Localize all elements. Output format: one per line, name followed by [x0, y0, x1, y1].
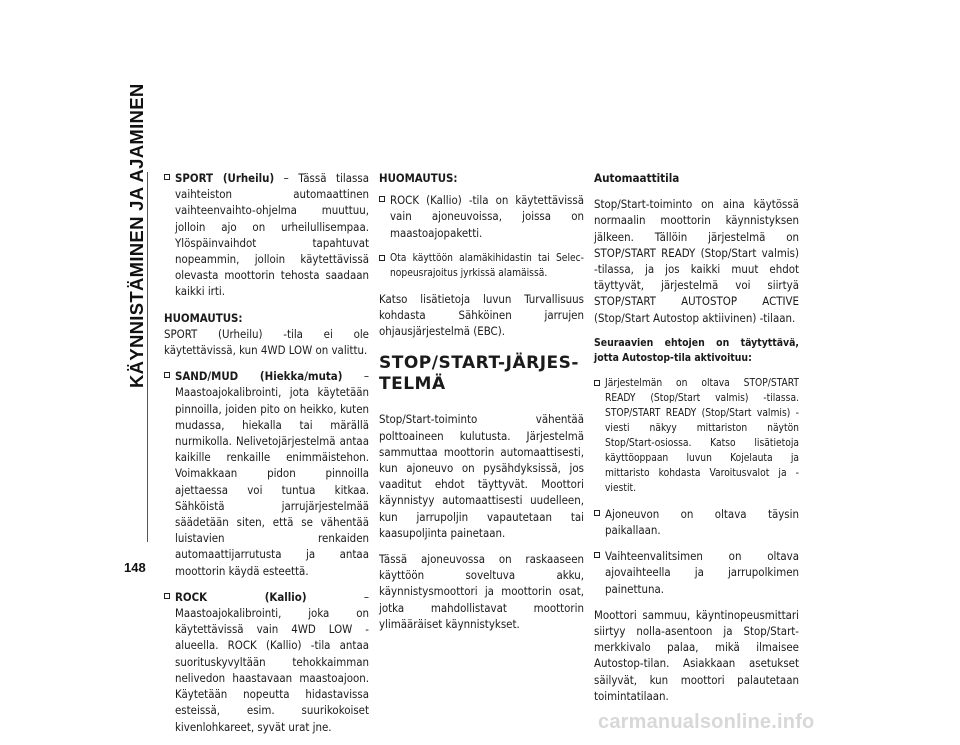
condition-text: Vaihteenvalitsimen on oltava ajovaihteella ja jarrupolkimen painettuna. [605, 549, 799, 596]
term-sport: SPORT (Urheilu) [175, 171, 275, 185]
sport-description: – Tässä tilassa vaihteiston automaattinen vaihteenvaihto-ohjelma muuttuu, jolloin ajo on urheilullisempaa. Ylöspäinvaihdot tapahtuvat nopeammin, jolloin käytettävissä olevasta moottorin tehosta saadaan kaikki irti. [175, 171, 370, 299]
list-item-condition [594, 548, 799, 597]
term-sand-mud: SAND/MUD (Hiekka/muta) [175, 369, 343, 384]
list-item-sport [164, 170, 369, 300]
term-rock: ROCK (Kallio) [175, 589, 307, 604]
section-title-line: STOP/START-JÄRJES- [379, 353, 579, 374]
sand-mud-description: – Maastoajokalibrointi, jota käytetään pinnoilla, joiden pito on heikko, kuten mudassa, hiekalla tai märällä nurmikolla. Nelivetojärjestelmä antaa kaikille renkaille enimmäistehon. Voimakkaan pidon pinnoilla ajettaessa voi tuntua kitkaa. Sähköistä jarrujärjestelmää säädetään siten, että se vähentää luistavien renkaiden automaattijarrutusta ja antaa moottorin käydä esteettä. [175, 369, 369, 578]
condition-text: Ajoneuvon on oltava täysin paikallaan. [605, 506, 799, 538]
list-item-note [379, 251, 584, 281]
paragraph: Tässä ajoneuvossa on raskaaseen käyttöön soveltuva akku, käynnistysmoottori ja moottorin osat, jotka mahdollistavat moottorin ylimääräiset käynnistykset. [379, 552, 584, 631]
section-title-line: TELMÄ [379, 374, 446, 395]
checkbox-square-icon [164, 174, 170, 180]
note-label: HUOMAUTUS: [379, 171, 458, 185]
rock-description: – Maastoajokalibrointi, joka on käytettävissä vain 4WD LOW -alueella. ROCK (Kallio) -tila antaa suorituskyvyltään tehokkaimman nelivedon haastavaan maastoajoon. Käytetään nopeutta hidastavissa esteissä, esim. suurikokoiset kivenlohkareet, syvät urat jne. [175, 589, 369, 734]
checkbox-square-icon [594, 552, 600, 558]
watermark: carmanualsonline.info [598, 711, 815, 733]
section-title [379, 353, 584, 395]
side-chapter-title: KÄYNNISTÄMINEN JA AJAMINEN [126, 83, 147, 388]
list-item-sand-mud [164, 368, 369, 579]
note-bullet-text: ROCK (Kallio) -tila on käytettävissä vain ajoneuvoissa, joissa on maastoajopaketti. [390, 193, 584, 240]
note-bullet-text: Ota käyttöön alamäkihidastin tai Selec-nopeusrajoitus jyrkissä alamäissä. [390, 252, 584, 279]
list-item-condition [594, 506, 799, 538]
conditions-label: Seuraavien ehtojen on täytyttävä, jotta Autostop-tila aktivoituu: [594, 336, 799, 364]
list-item-note [379, 192, 584, 241]
paragraph: Moottori sammuu, käyntinopeusmittari siirtyy nolla-asentoon ja Stop/Start-merkkivalo palaa, mikä ilmaisee Autostop-tilan. Asiakkaan asetukset säilyvät, kun moottori palautetaan toimintatilaan. [594, 607, 799, 703]
column-1 [164, 170, 369, 745]
checkbox-square-icon [594, 380, 600, 386]
column-3 [594, 170, 799, 714]
checkbox-square-icon [164, 593, 170, 599]
checkbox-square-icon [164, 372, 170, 378]
page-number: 148 [124, 560, 146, 575]
paragraph: Stop/Start-toiminto on aina käytössä normaalin moottorin käynnistyksen jälkeen. Tällöin järjestelmä on STOP/START READY (Stop/Start valmis) -tilassa, ja jos kaikki muut ehdot täyttyvät, järjestelmä voi siirtyä STOP/START AUTOSTOP ACTIVE (Stop/Start Autostop aktiivinen) -tilaan. [594, 197, 799, 325]
paragraph: Stop/Start-toiminto vähentää polttoaineen kulutusta. Järjestelmä sammuttaa moottorin automaattisesti, kun ajoneuvo on pysähdyksissä, jos vaaditut ehdot täyttyvät. Moottori käynnistyy automaattisesti uudelleen, kun jarrupoljin vapautetaan tai kaasupoljinta painetaan. [379, 412, 584, 540]
checkbox-square-icon [379, 255, 385, 261]
side-divider [147, 172, 148, 542]
paragraph: Katso lisätietoja luvun Turvallisuus kohdasta Sähköinen jarrujen ohjausjärjestelmä (EBC). [379, 291, 584, 339]
list-item-condition [594, 376, 799, 496]
column-2 [379, 170, 584, 642]
list-item-rock [164, 589, 369, 735]
checkbox-square-icon [594, 510, 600, 516]
subsection-title: Automaattitila [594, 171, 680, 185]
condition-text: Järjestelmän on oltava STOP/START READY (Stop/Start valmis) -tilassa. STOP/START READY (Stop/Start valmis) -viesti näkyy mittariston näytön Stop/Start-osiossa. Katso lisätietoja käyttöoppaan luvun Kojelauta ja mittaristo kohdasta Varoitusvalot ja -viestit. [605, 377, 799, 494]
note-text: SPORT (Urheilu) -tila ei ole käytettävissä, kun 4WD LOW on valittu. [164, 326, 369, 358]
checkbox-square-icon [379, 196, 385, 202]
note-label: HUOMAUTUS: [164, 310, 243, 325]
